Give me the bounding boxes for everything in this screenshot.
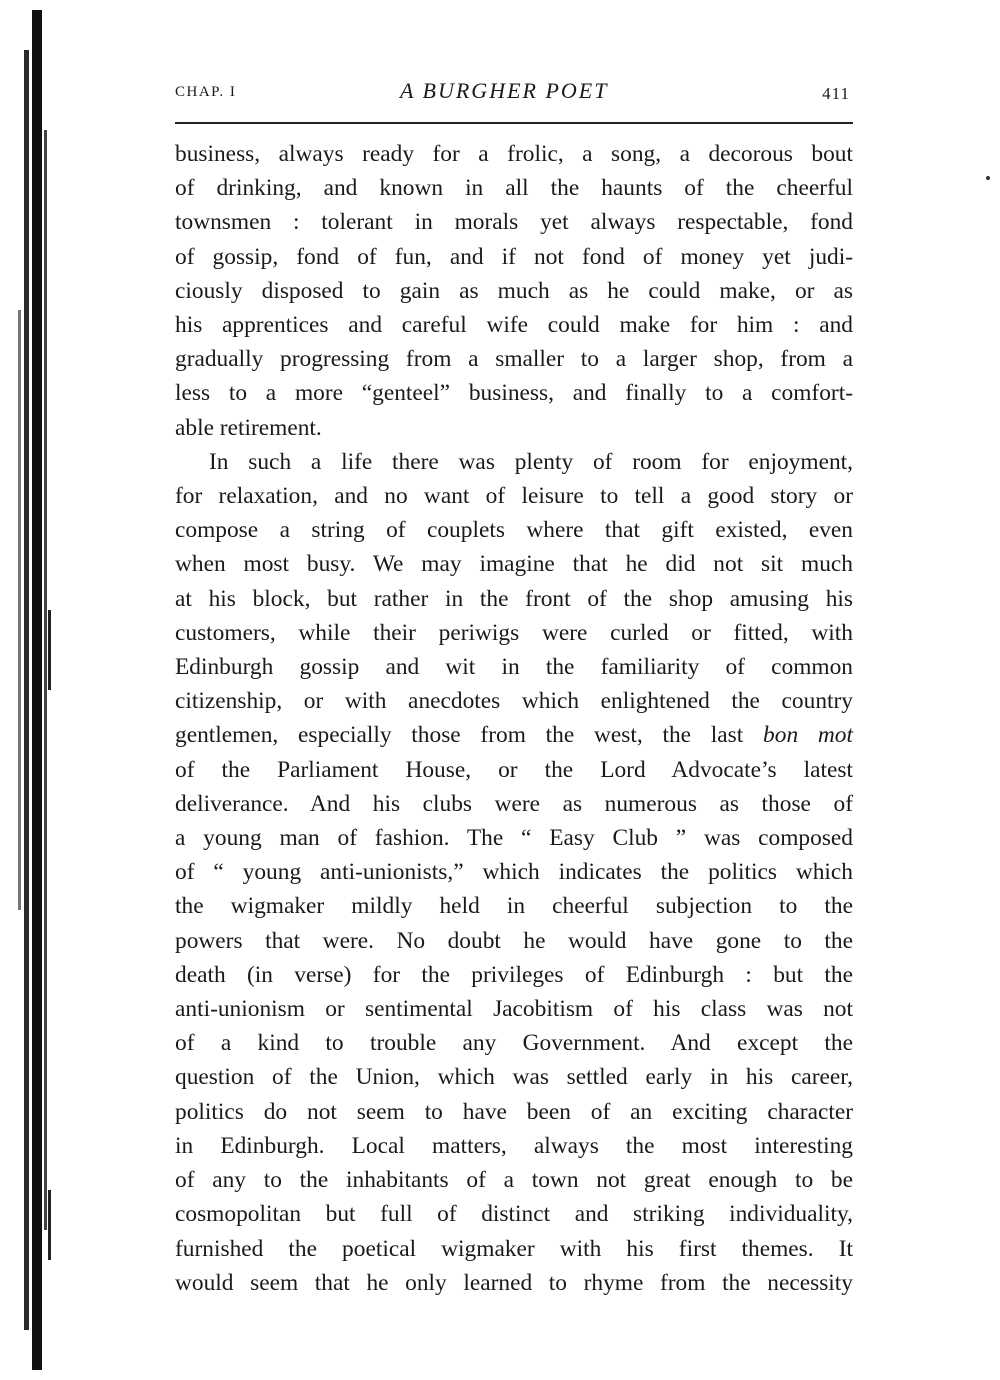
text-line: powers that were. No doubt he would have gone to the	[175, 927, 853, 954]
text-line: of any to the inhabitants of a town not great enough to be	[175, 1167, 853, 1194]
page-number: 411	[822, 84, 850, 103]
header-rule	[175, 122, 853, 124]
running-title: A BURGHER POET	[400, 78, 609, 103]
text-line: at his block, but rather in the front of the shop amusing his	[175, 585, 853, 612]
text-line: able retirement.	[175, 414, 322, 441]
text-line: business, always ready for a frolic, a song, a decorous bout	[175, 141, 853, 167]
text-line: ciously disposed to gain as much as he could make, or as	[175, 277, 853, 304]
text-line: a young man of fashion. The “ Easy Club ” was composed	[175, 825, 853, 852]
text-line: when most busy. We may imagine that he did not sit much	[175, 551, 853, 578]
text-line: cosmopolitan but full of distinct and striking individuality,	[175, 1201, 853, 1228]
text-line: townsmen : tolerant in morals yet always respectable, fond	[175, 209, 853, 236]
text-line: less to a more “genteel” business, and finally to a comfort-	[175, 380, 853, 407]
text-line: Edinburgh gossip and wit in the familiarity of common	[175, 654, 853, 681]
text-line: his apprentices and careful wife could make for him : and	[175, 312, 853, 339]
text-line: of “ young anti-unionists,” which indicates the politics which	[175, 859, 853, 886]
page-body	[175, 137, 853, 1300]
text-line: furnished the poetical wigmaker with his first themes. It	[175, 1235, 853, 1262]
paragraph-2	[175, 445, 853, 1300]
text-line-with-italic	[175, 718, 853, 752]
text-line: anti-unionism or sentimental Jacobitism of his class was not	[175, 996, 853, 1023]
italic-phrase: bon mot	[763, 722, 853, 749]
text-line: the wigmaker mildly held in cheerful subjection to the	[175, 893, 853, 920]
text-line: deliverance. And his clubs were as numerous as those of	[175, 790, 853, 817]
line-text: gentlemen, especially those from the west, the last	[175, 722, 764, 749]
text-line: customers, while their periwigs were curled or fitted, with	[175, 619, 853, 646]
text-line: in Edinburgh. Local matters, always the most interesting	[175, 1132, 853, 1159]
text-line: politics do not seem to have been of an exciting character	[175, 1098, 853, 1125]
page-header	[175, 78, 852, 108]
chapter-label: CHAP. I	[175, 84, 237, 100]
text-line: of the Parliament House, or the Lord Advocate’s latest	[175, 756, 853, 783]
text-line: gradually progressing from a smaller to a larger shop, from a	[175, 346, 853, 373]
text-line: of gossip, fond of fun, and if not fond of money yet judi-	[175, 243, 853, 270]
text-line: of drinking, and known in all the haunts of the cheerful	[175, 175, 853, 202]
scan-speck	[986, 176, 990, 180]
text-line: question of the Union, which was settled early in his career,	[175, 1064, 853, 1091]
text-line: would seem that he only learned to rhyme from the necessity	[175, 1269, 853, 1296]
text-line: In such a life there was plenty of room for enjoyment,	[209, 448, 853, 475]
text-line: citizenship, or with anecdotes which enlightened the country	[175, 688, 853, 715]
text-line: compose a string of couplets where that gift existed, even	[175, 517, 853, 544]
text-line: of a kind to trouble any Government. And except the	[175, 1030, 853, 1057]
text-line: death (in verse) for the privileges of Edinburgh : but the	[175, 961, 853, 988]
text-line: for relaxation, and no want of leisure to tell a good story or	[175, 483, 853, 510]
paragraph-1	[175, 137, 853, 445]
binding-edge-shadow	[18, 10, 52, 1370]
